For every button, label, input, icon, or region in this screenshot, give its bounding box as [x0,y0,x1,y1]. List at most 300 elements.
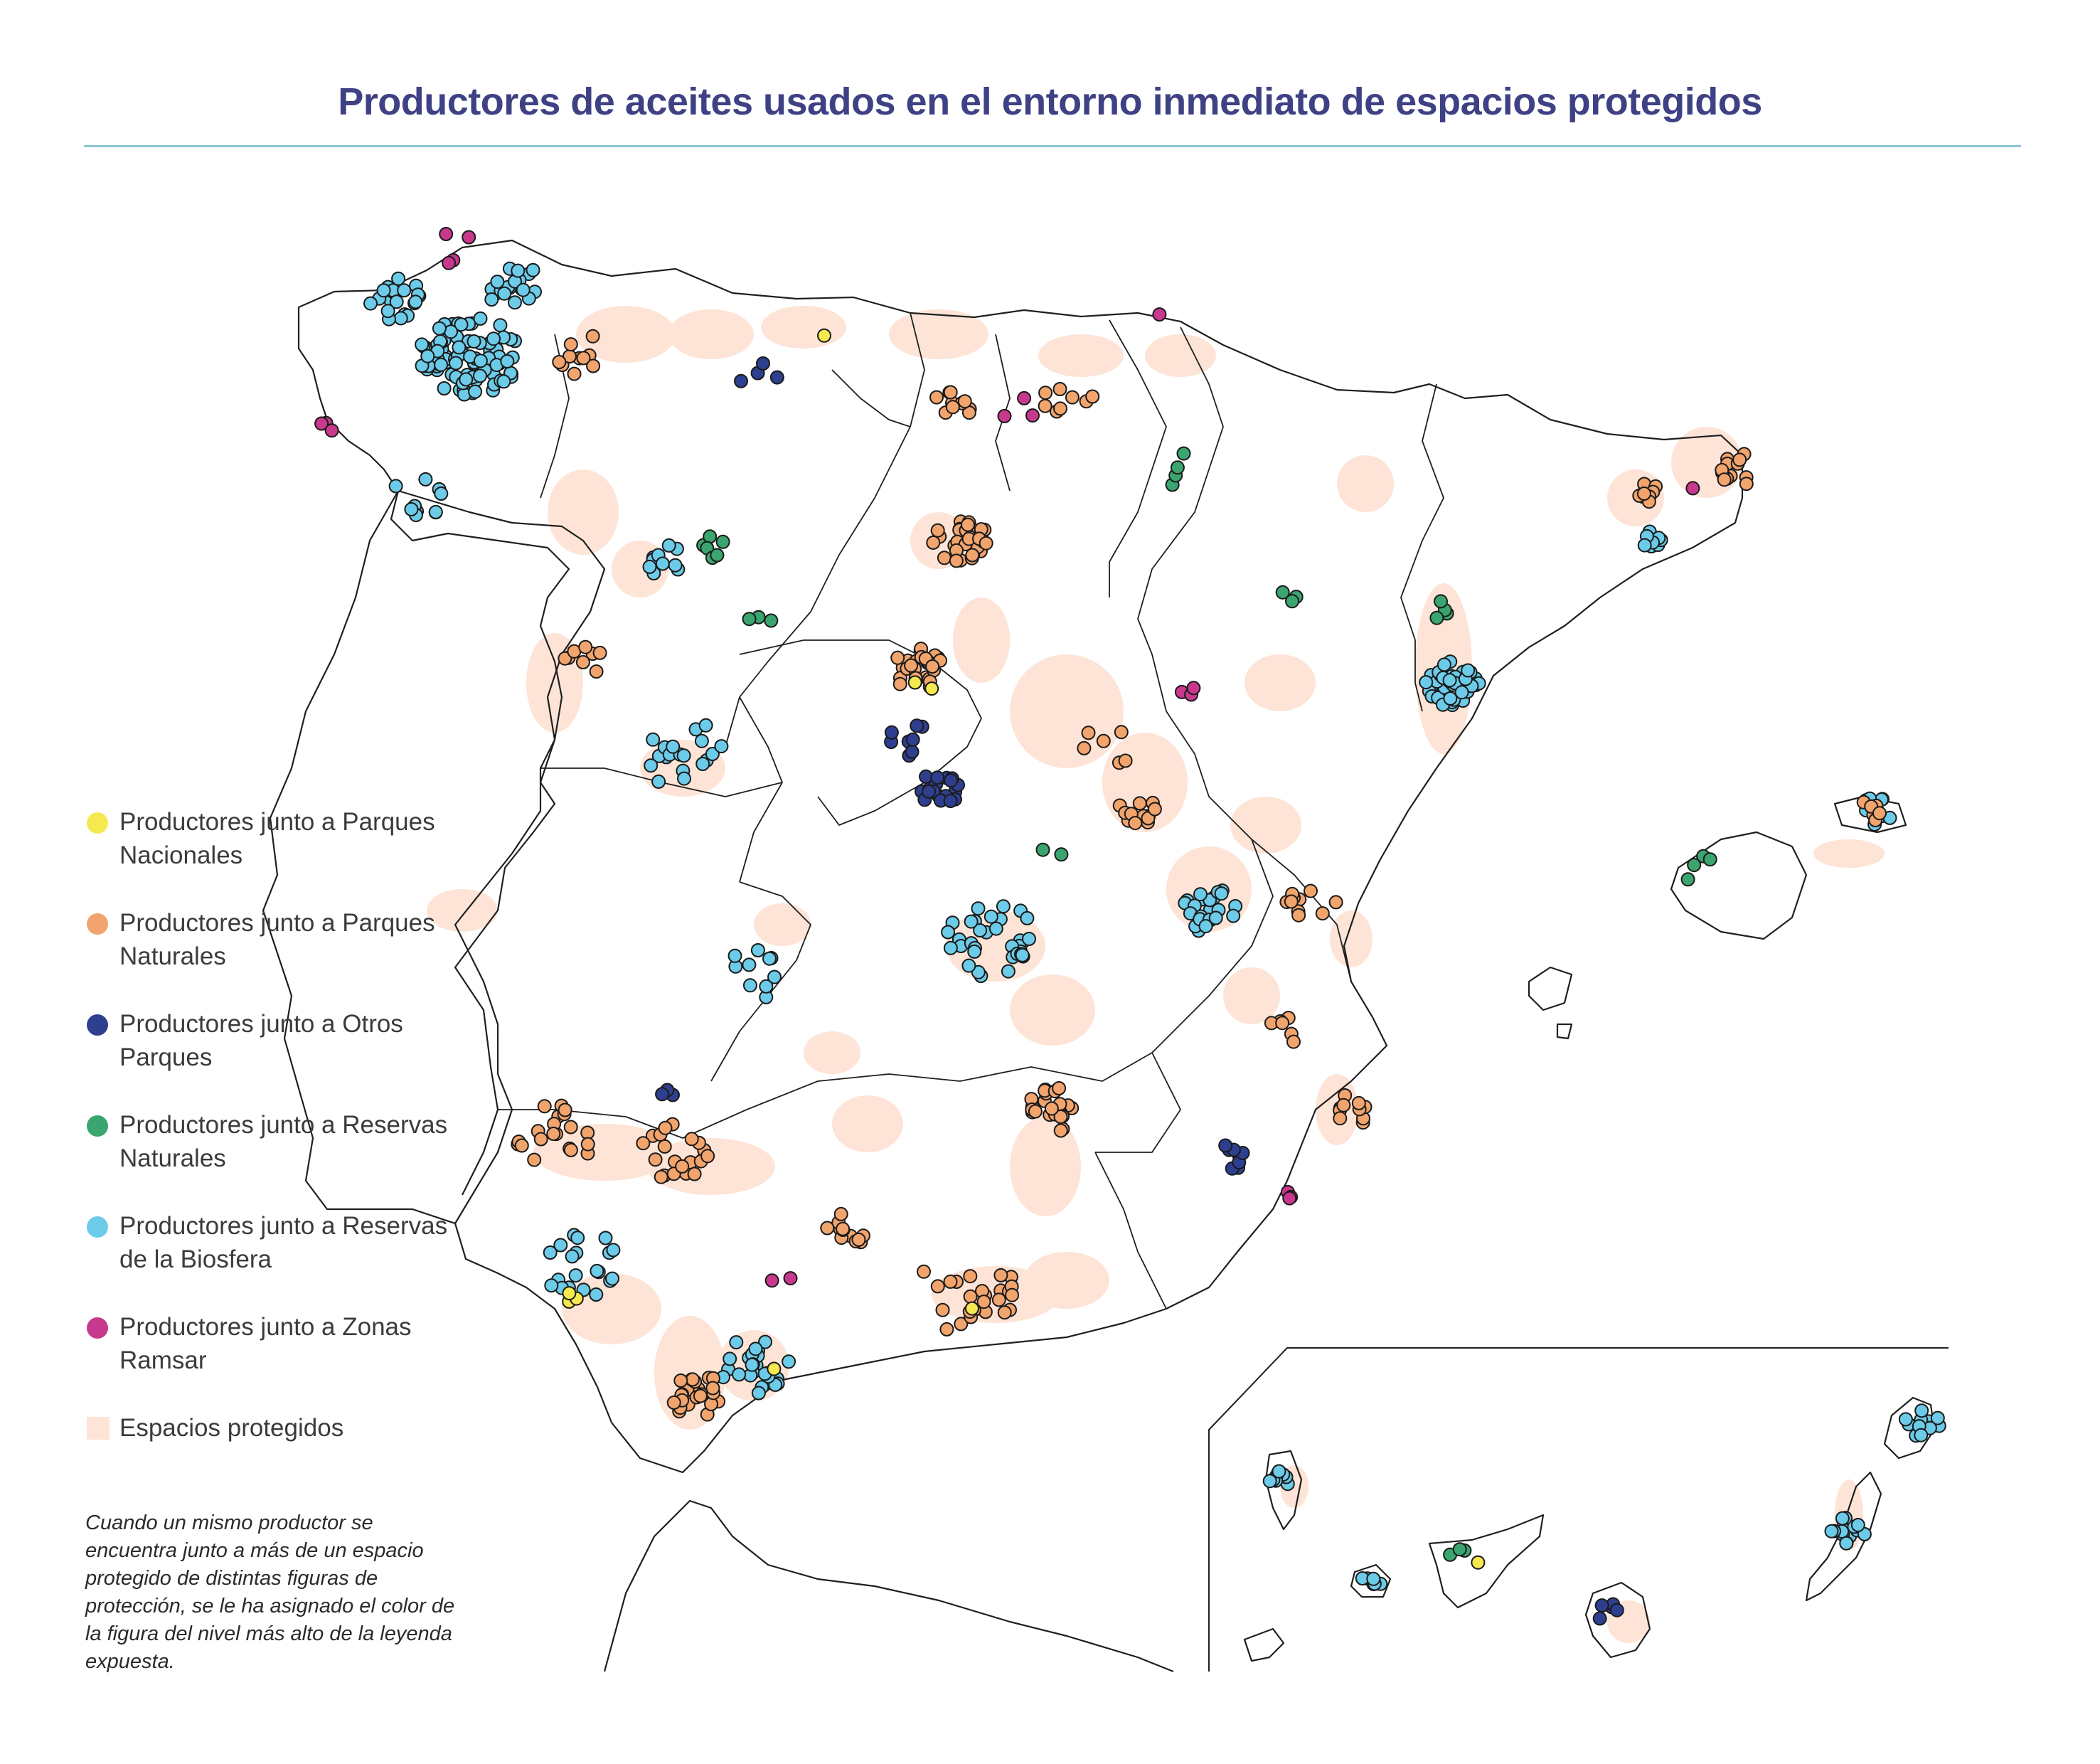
producer-marker-reservas-biosfera [666,740,679,753]
producer-marker-parques-naturales [1077,742,1090,755]
protected-area [1145,334,1216,377]
producer-marker-parques-naturales [959,395,971,408]
producer-marker-otros-parques [1594,1612,1606,1625]
producer-marker-zonas-ramsar [1283,1192,1296,1205]
producer-marker-otros-parques [944,774,957,787]
producer-marker-parques-naturales [674,1374,687,1387]
producer-marker-parques-naturales [998,1306,1011,1319]
producer-marker-reservas-biosfera [1461,664,1474,677]
protected-area [1038,334,1124,377]
producer-marker-parques-nacionales [925,682,938,695]
legend-swatch [87,1317,108,1339]
legend-label: Productores junto a Parques Nacionales [119,808,435,869]
producer-marker-reservas-biosfera [1438,658,1451,671]
producer-marker-reservas-biosfera [763,952,776,965]
producer-marker-reservas-biosfera [968,945,981,958]
producer-marker-otros-parques [931,771,944,784]
legend-swatch [87,812,108,834]
producer-marker-parques-naturales [1086,390,1099,403]
footnote: Cuando un mismo productor se encuentra junto a más de un espacio protegido de distintas figuras de protección, se le ha asignado el color de la figura del nivel más alto de la leyenda expuesta. [85,1511,455,1673]
producer-marker-parques-nacionales [767,1363,780,1376]
producer-marker-parques-naturales [1129,817,1141,829]
legend-item-parques-nacionales [87,805,457,872]
producer-marker-zonas-ramsar [1018,392,1030,405]
ibiza-outline [1529,967,1572,1010]
producer-marker-parques-naturales [1353,1097,1365,1110]
producer-marker-reservas-biosfera [1825,1525,1838,1538]
producer-marker-reservas-biosfera [644,560,656,573]
producer-marker-reservas-biosfera [663,539,676,552]
legend-item-zonas-ramsar [87,1310,457,1377]
producer-marker-parques-naturales [1115,726,1128,738]
tenerife-outline [1429,1515,1543,1608]
producer-marker-parques-naturales [1333,1112,1346,1125]
producer-marker-reservas-biosfera [435,358,447,371]
producer-marker-reservas-biosfera [1444,674,1456,686]
producer-marker-reservas-biosfera [421,350,434,363]
producer-marker-parques-naturales [1276,1016,1289,1029]
producer-marker-parques-naturales [1733,453,1746,466]
producer-marker-reservas-biosfera [570,1269,582,1282]
producer-marker-reservas-biosfera [409,295,422,308]
producer-marker-reservas-biosfera [390,479,403,492]
producer-marker-zonas-ramsar [998,410,1011,423]
producer-marker-zonas-ramsar [1026,409,1039,422]
protected-area [1230,797,1301,854]
producer-marker-parques-naturales [577,656,590,669]
producer-marker-parques-naturales [516,1139,528,1152]
producer-marker-reservas-naturales [710,549,723,562]
producer-marker-otros-parques [1219,1139,1232,1152]
producer-marker-parques-nacionales [563,1287,575,1300]
producer-marker-reservas-naturales [764,615,777,627]
producer-marker-reservas-biosfera [656,558,669,570]
producer-marker-zonas-ramsar [442,257,455,270]
producer-marker-reservas-biosfera [1273,1465,1286,1478]
producer-marker-parques-naturales [1054,383,1067,395]
producer-marker-reservas-biosfera [469,386,481,398]
producer-marker-parques-naturales [1316,907,1329,920]
producer-marker-reservas-biosfera [1367,1573,1380,1585]
legend-item-espacios-protegidos [87,1411,457,1445]
producer-marker-parques-naturales [694,1390,707,1403]
producer-marker-parques-naturales [944,386,957,399]
producer-marker-parques-naturales [821,1222,833,1235]
producer-marker-zonas-ramsar [1187,681,1200,694]
producer-marker-reservas-biosfera [1852,1519,1865,1531]
producer-marker-parques-naturales [894,678,907,691]
producer-marker-reservas-biosfera [744,979,757,992]
producer-marker-parques-naturales [676,1160,688,1173]
legend-swatch [87,1014,108,1036]
protected-area [804,1031,860,1074]
producer-marker-reservas-biosfera [700,719,713,732]
producer-marker-parques-naturales [930,391,943,404]
producer-marker-parques-naturales [686,1132,698,1145]
producer-marker-otros-parques [1596,1599,1609,1612]
producer-marker-otros-parques [907,733,920,746]
producer-marker-parques-naturales [961,519,974,531]
producer-marker-parques-naturales [993,1293,1006,1306]
producer-marker-reservas-biosfera [742,958,755,971]
producer-marker-parques-naturales [1337,1099,1350,1112]
protected-area [1024,1252,1109,1309]
producer-marker-reservas-biosfera [497,375,510,388]
producer-marker-reservas-biosfera [965,915,978,928]
producer-marker-parques-naturales [1082,726,1095,739]
producer-marker-reservas-biosfera [1227,910,1240,923]
producer-marker-reservas-biosfera [1016,949,1029,962]
producer-marker-reservas-biosfera [491,275,503,288]
producer-marker-parques-naturales [947,400,959,413]
protected-area [1813,839,1885,868]
producer-marker-reservas-naturales [1682,873,1695,886]
producer-marker-reservas-biosfera [435,487,447,500]
producer-marker-parques-naturales [1054,402,1067,415]
producer-marker-otros-parques [656,1088,668,1100]
producer-marker-otros-parques [910,719,923,732]
producer-marker-zonas-ramsar [462,231,475,244]
producer-marker-reservas-biosfera [752,1387,765,1400]
producer-marker-parques-naturales [964,1270,976,1282]
protected-area [1010,974,1095,1046]
producer-marker-reservas-biosfera [732,1368,745,1381]
legend-label: Productores junto a Reservas Naturales [119,1111,448,1172]
producer-marker-reservas-biosfera [590,1288,602,1301]
producer-marker-parques-naturales [1066,391,1079,404]
protected-area [1010,654,1124,768]
producer-marker-reservas-naturales [1688,859,1700,871]
producer-marker-reservas-naturales [717,536,730,548]
producer-marker-parques-naturales [590,665,603,678]
producer-marker-parques-naturales [926,660,939,673]
producer-marker-parques-naturales [938,551,951,564]
producer-marker-parques-naturales [1006,1289,1018,1302]
producer-marker-parques-naturales [1304,885,1317,898]
producer-marker-reservas-biosfera [759,980,772,993]
producer-marker-reservas-biosfera [1914,1429,1927,1442]
producer-marker-reservas-biosfera [468,335,481,348]
protected-area [1244,654,1316,711]
producer-marker-reservas-biosfera [474,354,487,367]
producer-marker-reservas-biosfera [599,1232,612,1245]
legend-swatch [87,913,108,935]
producer-marker-reservas-biosfera [652,775,665,788]
producer-marker-parques-naturales [1285,896,1298,908]
producer-marker-reservas-biosfera [449,357,462,370]
producer-marker-reservas-naturales [743,612,756,625]
producer-marker-reservas-biosfera [474,312,487,325]
producer-marker-parques-naturales [706,1382,719,1395]
producer-marker-parques-naturales [932,1280,944,1292]
producer-marker-parques-naturales [535,1133,548,1146]
producer-marker-reservas-biosfera [1444,692,1456,705]
producer-marker-zonas-ramsar [1153,308,1166,321]
producer-marker-reservas-biosfera [723,1352,736,1365]
producer-marker-parques-naturales [568,368,581,381]
producer-marker-parques-naturales [927,536,939,549]
legend-label: Productores junto a Zonas Ramsar [119,1313,412,1374]
producer-marker-parques-naturales [1287,1036,1300,1048]
producer-marker-parques-naturales [655,1171,668,1184]
producer-marker-parques-naturales [835,1208,848,1221]
producer-marker-parques-naturales [937,1304,949,1317]
producer-marker-parques-naturales [686,1373,699,1386]
protected-area [548,469,619,555]
producer-marker-parques-naturales [582,1138,595,1151]
producer-marker-zonas-ramsar [766,1274,779,1287]
producer-marker-parques-naturales [1134,797,1146,809]
producer-marker-reservas-biosfera [1638,539,1651,552]
producer-marker-parques-naturales [1045,1102,1058,1115]
producer-marker-reservas-biosfera [1899,1413,1912,1425]
producer-marker-reservas-biosfera [669,559,682,572]
producer-marker-reservas-biosfera [730,1336,742,1349]
producer-marker-reservas-biosfera [419,473,432,486]
producer-marker-reservas-biosfera [1023,933,1035,945]
producer-marker-parques-naturales [587,330,599,343]
producer-marker-parques-naturales [579,641,592,654]
protected-area [1337,455,1394,512]
producer-marker-reservas-biosfera [1836,1512,1849,1525]
producer-marker-parques-naturales [659,1122,672,1135]
producer-marker-parques-naturales [964,1290,977,1303]
producer-marker-parques-naturales [980,537,993,550]
producer-marker-parques-naturales [1292,909,1305,922]
protected-area [668,309,754,359]
producer-marker-parques-naturales [538,1100,551,1112]
producer-marker-reservas-biosfera [501,355,513,368]
legend-label: Productores junto a Otros Parques [119,1010,403,1071]
legend-swatch [87,1115,108,1137]
producer-marker-reservas-biosfera [606,1272,619,1285]
legend-item-reservas-naturales [87,1108,457,1175]
producer-marker-parques-naturales [940,1323,953,1336]
producer-marker-parques-naturales [1330,896,1343,908]
producer-marker-otros-parques [944,795,957,807]
protected-area [953,597,1010,683]
producer-marker-reservas-biosfera [695,735,708,748]
producer-marker-reservas-biosfera [571,1231,584,1244]
producer-marker-reservas-biosfera [752,944,764,957]
producer-marker-reservas-biosfera [378,284,390,297]
producer-marker-otros-parques [757,357,769,370]
protected-area [1330,910,1373,967]
producer-marker-reservas-biosfera [459,373,472,386]
producer-marker-reservas-biosfera [1200,920,1212,933]
producer-marker-parques-naturales [565,1144,577,1157]
producer-marker-parques-nacionales [818,329,831,342]
producer-marker-otros-parques [922,785,935,798]
producer-marker-reservas-biosfera [942,926,954,939]
producer-marker-reservas-biosfera [452,341,465,354]
producer-marker-reservas-biosfera [474,369,486,382]
producer-marker-reservas-biosfera [985,910,998,923]
producer-marker-reservas-biosfera [972,902,985,915]
producer-marker-reservas-naturales [1171,461,1184,474]
producer-marker-zonas-ramsar [1686,482,1699,494]
producer-marker-parques-nacionales [1471,1556,1484,1569]
producer-marker-reservas-biosfera [607,1243,619,1256]
producer-marker-parques-naturales [950,554,963,567]
producer-marker-parques-naturales [917,1265,930,1278]
producer-marker-parques-naturales [668,1396,681,1409]
legend-label: Espacios protegidos [119,1414,344,1442]
producer-marker-reservas-naturales [1430,612,1443,625]
producer-marker-parques-naturales [1029,1105,1042,1118]
producer-marker-reservas-biosfera [544,1246,557,1259]
producer-marker-reservas-biosfera [782,1355,795,1368]
producer-marker-parques-naturales [1148,803,1161,816]
protected-area [754,903,811,946]
producer-marker-reservas-biosfera [962,960,975,972]
producer-marker-parques-naturales [1873,807,1886,819]
protected-areas-layer [427,306,1885,1643]
producer-marker-parques-naturales [1052,1082,1065,1095]
africa-coast [604,1501,1173,1672]
producer-marker-parques-naturales [577,351,590,364]
producer-marker-reservas-biosfera [382,304,395,317]
producer-marker-parques-naturales [891,652,904,664]
producer-marker-reservas-biosfera [487,332,500,345]
producer-marker-otros-parques [1611,1604,1624,1617]
producer-marker-reservas-biosfera [398,284,410,297]
producer-marker-otros-parques [906,745,919,758]
producer-marker-reservas-biosfera [944,942,957,955]
map-title: Productores de aceites usados en el entorno inmediato de espacios protegidos [338,80,1762,123]
producer-marker-parques-naturales [594,647,607,659]
producer-marker-reservas-biosfera [990,923,1003,935]
producer-marker-reservas-biosfera [646,733,659,746]
producer-marker-reservas-biosfera [746,1359,759,1371]
producer-marker-reservas-biosfera [433,322,446,335]
producer-marker-parques-naturales [1039,386,1052,399]
producer-marker-reservas-biosfera [644,759,657,772]
producer-marker-reservas-biosfera [590,1265,603,1277]
producer-marker-parques-naturales [905,659,917,672]
producer-marker-parques-naturales [636,1137,649,1149]
producer-marker-reservas-biosfera [1419,676,1432,689]
producer-marker-zonas-ramsar [439,228,452,240]
producer-marker-parques-naturales [1740,477,1753,490]
hierro-outline [1244,1629,1284,1661]
producer-marker-reservas-naturales [1434,595,1447,607]
producer-marker-reservas-biosfera [364,297,377,310]
producer-marker-parques-naturales [565,338,577,351]
producer-marker-parques-naturales [1039,400,1052,413]
producer-marker-parques-naturales [1097,735,1110,748]
producer-marker-reservas-biosfera [1840,1537,1853,1550]
producer-marker-reservas-biosfera [715,740,727,753]
producer-marker-reservas-biosfera [1456,686,1469,698]
protected-area [832,1095,903,1152]
producer-marker-parques-naturales [649,1153,662,1166]
producer-marker-parques-naturales [1119,755,1132,767]
producer-marker-reservas-biosfera [508,296,521,309]
producer-marker-parques-naturales [1638,487,1651,500]
producer-marker-reservas-biosfera [1194,888,1207,900]
producer-marker-reservas-biosfera [566,1250,579,1263]
producer-marker-parques-naturales [688,1168,701,1181]
producer-marker-reservas-naturales [1178,447,1190,460]
producer-marker-reservas-biosfera [494,319,506,331]
producer-marker-reservas-biosfera [527,264,540,277]
producer-marker-parques-naturales [547,1127,560,1140]
producer-marker-reservas-biosfera [750,1342,762,1355]
producer-marker-reservas-biosfera [1002,965,1015,978]
producer-marker-parques-naturales [836,1223,849,1236]
legend-label: Productores junto a Parques Naturales [119,909,435,970]
producer-marker-parques-naturales [1718,473,1731,486]
producer-marker-reservas-biosfera [1215,887,1228,900]
producer-marker-otros-parques [885,726,898,739]
producer-marker-reservas-biosfera [545,1279,558,1292]
producer-marker-parques-naturales [932,524,944,537]
producer-marker-parques-naturales [994,1269,1007,1282]
producer-marker-parques-nacionales [966,1302,979,1315]
producer-marker-reservas-biosfera [395,312,407,324]
protected-area [1223,967,1280,1024]
producer-marker-parques-naturales [944,1275,957,1288]
producer-marker-otros-parques [735,375,747,388]
producer-marker-zonas-ramsar [326,424,339,437]
formentera-outline [1557,1024,1572,1038]
producer-marker-reservas-naturales [1704,853,1717,866]
producer-marker-reservas-naturales [1454,1543,1466,1556]
producer-marker-reservas-biosfera [430,506,442,519]
producer-marker-reservas-naturales [703,530,716,543]
producer-marker-parques-nacionales [909,676,922,689]
producer-marker-parques-naturales [565,1121,577,1134]
protected-area [761,306,846,349]
protected-area [1010,1117,1081,1216]
producer-marker-reservas-biosfera [405,503,417,516]
producer-marker-reservas-biosfera [696,758,709,770]
producer-marker-parques-naturales [853,1233,865,1246]
legend-item-reservas-biosfera [87,1209,457,1276]
producer-marker-parques-naturales [559,1104,572,1117]
producer-marker-reservas-biosfera [517,284,530,297]
producer-marker-reservas-biosfera [415,338,428,351]
producer-marker-reservas-naturales [1286,595,1299,607]
producer-marker-reservas-biosfera [485,293,498,306]
legend-item-parques-naturales [87,906,457,973]
producer-marker-reservas-biosfera [678,772,691,785]
producer-marker-reservas-naturales [1055,848,1067,861]
legend-item-otros-parques [87,1007,457,1074]
legend [87,805,457,1445]
legend-label: Productores junto a Reservas de la Biosfera [119,1212,448,1273]
producer-marker-zonas-ramsar [784,1272,797,1285]
producer-marker-parques-naturales [553,356,565,368]
producer-marker-otros-parques [771,371,784,384]
producer-marker-reservas-biosfera [729,950,742,962]
legend-swatch [87,1216,108,1238]
producer-marker-reservas-naturales [1037,844,1050,856]
producer-marker-reservas-biosfera [678,749,691,762]
producer-marker-reservas-biosfera [511,265,524,277]
producer-marker-reservas-biosfera [438,382,451,395]
producer-marker-parques-naturales [659,1140,671,1153]
producer-marker-parques-naturales [528,1154,540,1167]
producer-marker-parques-naturales [1055,1125,1067,1137]
legend-swatch [87,1417,110,1440]
producer-marker-reservas-biosfera [997,900,1010,913]
producer-marker-reservas-biosfera [1020,912,1033,925]
producer-marker-parques-naturales [701,1149,714,1162]
producer-marker-reservas-biosfera [498,287,511,300]
producer-marker-reservas-biosfera [392,272,405,285]
